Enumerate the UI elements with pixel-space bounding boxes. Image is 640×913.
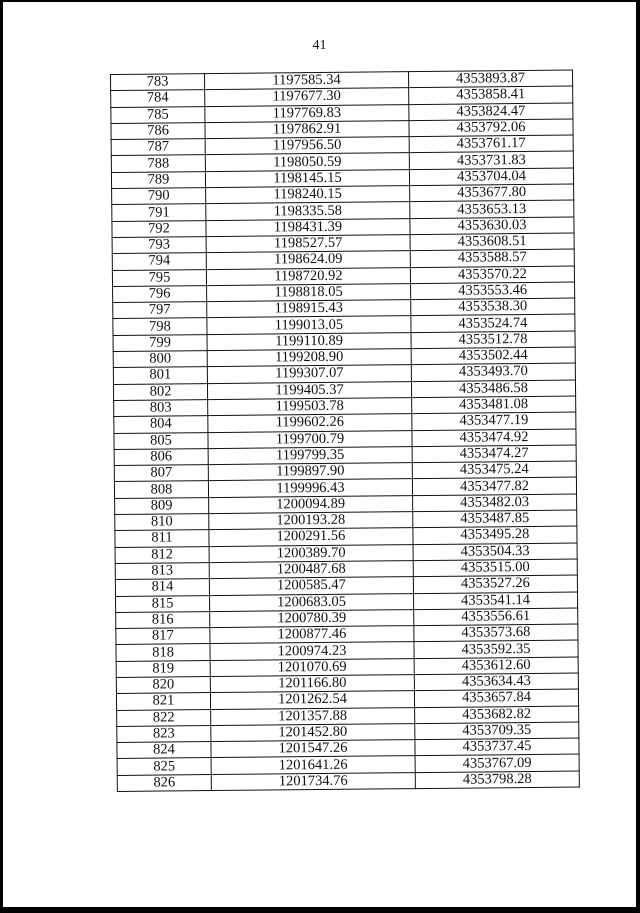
x-coordinate-cell: 1198818.05: [207, 283, 411, 301]
x-coordinate-cell: 1199996.43: [208, 479, 412, 497]
y-coordinate-cell: 4353481.08: [412, 396, 576, 414]
x-coordinate-cell: 1201452.80: [211, 723, 415, 741]
y-coordinate-cell: 4353634.43: [414, 673, 578, 691]
y-coordinate-cell: 4353541.14: [413, 592, 577, 610]
y-coordinate-cell: 4353588.57: [410, 249, 574, 267]
x-coordinate-cell: 1200291.56: [209, 528, 413, 546]
point-number-cell: 784: [111, 90, 205, 107]
y-coordinate-cell: 4353515.00: [413, 559, 577, 577]
point-number-cell: 798: [113, 318, 207, 335]
point-number-cell: 799: [113, 334, 207, 351]
x-coordinate-cell: 1198624.09: [206, 251, 410, 269]
y-coordinate-cell: 4353527.26: [413, 575, 577, 593]
y-coordinate-cell: 4353592.35: [414, 640, 578, 658]
y-coordinate-cell: 4353502.44: [411, 347, 575, 365]
point-number-cell: 801: [113, 367, 207, 384]
x-coordinate-cell: 1200487.68: [209, 561, 413, 579]
point-number-cell: 790: [112, 188, 206, 205]
point-number-cell: 823: [117, 725, 211, 742]
x-coordinate-cell: 1201734.76: [211, 772, 415, 790]
x-coordinate-cell: 1200683.05: [210, 593, 414, 611]
x-coordinate-cell: 1197956.50: [205, 137, 409, 155]
point-number-cell: 786: [111, 122, 205, 139]
y-coordinate-cell: 4353653.13: [410, 200, 574, 218]
x-coordinate-cell: 1200877.46: [210, 626, 414, 644]
y-coordinate-cell: 4353482.03: [413, 494, 577, 512]
point-number-cell: 795: [112, 269, 206, 286]
x-coordinate-cell: 1200094.89: [209, 495, 413, 513]
point-number-cell: 803: [114, 400, 208, 417]
y-coordinate-cell: 4353477.82: [412, 477, 576, 495]
y-coordinate-cell: 4353798.28: [415, 771, 579, 789]
point-number-cell: 787: [111, 139, 205, 156]
point-number-cell: 804: [114, 416, 208, 433]
y-coordinate-cell: 4353761.17: [409, 135, 573, 153]
point-number-cell: 821: [116, 693, 210, 710]
y-coordinate-cell: 4353573.68: [414, 624, 578, 642]
x-coordinate-cell: 1199602.26: [208, 414, 412, 432]
y-coordinate-cell: 4353474.27: [412, 445, 576, 463]
x-coordinate-cell: 1201641.26: [211, 756, 415, 774]
y-coordinate-cell: 4353477.19: [412, 412, 576, 430]
y-coordinate-cell: 4353504.33: [413, 543, 577, 561]
y-coordinate-cell: 4353630.03: [410, 217, 574, 235]
x-coordinate-cell: 1199897.90: [208, 463, 412, 481]
point-number-cell: 812: [115, 546, 209, 563]
y-coordinate-cell: 4353486.58: [411, 380, 575, 398]
point-number-cell: 802: [113, 383, 207, 400]
y-coordinate-cell: 4353677.80: [410, 184, 574, 202]
y-coordinate-cell: 4353737.45: [415, 738, 579, 756]
point-number-cell: 800: [113, 351, 207, 368]
point-number-cell: 791: [112, 204, 206, 221]
x-coordinate-cell: 1198145.15: [205, 169, 409, 187]
x-coordinate-cell: 1201357.88: [211, 707, 415, 725]
y-coordinate-cell: 4353612.60: [414, 657, 578, 675]
point-number-cell: 794: [112, 253, 206, 270]
x-coordinate-cell: 1201262.54: [210, 691, 414, 709]
point-number-cell: 813: [115, 562, 209, 579]
table-row: [117, 771, 579, 792]
point-number-cell: 808: [114, 481, 208, 498]
point-number-cell: 814: [115, 579, 209, 596]
y-coordinate-cell: 4353767.09: [415, 754, 579, 772]
point-number-cell: 822: [117, 709, 211, 726]
coordinates-table: [110, 70, 580, 792]
point-number-cell: 810: [115, 514, 209, 531]
x-coordinate-cell: 1198915.43: [207, 300, 411, 318]
x-coordinate-cell: 1199110.89: [207, 332, 411, 350]
y-coordinate-cell: 4353524.74: [411, 315, 575, 333]
y-coordinate-cell: 4353792.06: [409, 119, 573, 137]
x-coordinate-cell: 1200585.47: [209, 577, 413, 595]
x-coordinate-cell: 1198050.59: [205, 153, 409, 171]
x-coordinate-cell: 1201547.26: [211, 740, 415, 758]
x-coordinate-cell: 1201070.69: [210, 658, 414, 676]
y-coordinate-cell: 4353657.84: [414, 689, 578, 707]
y-coordinate-cell: 4353538.30: [411, 298, 575, 316]
x-coordinate-cell: 1198431.39: [206, 218, 410, 236]
point-number-cell: 788: [111, 155, 205, 172]
x-coordinate-cell: 1198527.57: [206, 235, 410, 253]
point-number-cell: 811: [115, 530, 209, 547]
x-coordinate-cell: 1199700.79: [208, 430, 412, 448]
point-number-cell: 820: [116, 677, 210, 694]
x-coordinate-cell: 1199013.05: [207, 316, 411, 334]
y-coordinate-cell: 4353704.04: [409, 168, 573, 186]
point-number-cell: 797: [113, 302, 207, 319]
coordinates-table-body: [111, 70, 580, 791]
point-number-cell: 805: [114, 432, 208, 449]
y-coordinate-cell: 4353495.28: [413, 526, 577, 544]
x-coordinate-cell: 1198335.58: [206, 202, 410, 220]
point-number-cell: 824: [117, 742, 211, 759]
y-coordinate-cell: 4353570.22: [410, 266, 574, 284]
y-coordinate-cell: 4353556.61: [414, 608, 578, 626]
x-coordinate-cell: 1197585.34: [205, 72, 409, 90]
y-coordinate-cell: 4353493.70: [411, 363, 575, 381]
x-coordinate-cell: 1200974.23: [210, 642, 414, 660]
y-coordinate-cell: 4353858.41: [409, 86, 573, 104]
x-coordinate-cell: 1200780.39: [210, 609, 414, 627]
y-coordinate-cell: 4353709.35: [415, 722, 579, 740]
point-number-cell: 825: [117, 758, 211, 775]
point-number-cell: 826: [117, 774, 211, 791]
x-coordinate-cell: 1198720.92: [206, 267, 410, 285]
y-coordinate-cell: 4353487.85: [413, 510, 577, 528]
point-number-cell: 816: [116, 611, 210, 628]
point-number-cell: 818: [116, 644, 210, 661]
y-coordinate-cell: 4353553.46: [411, 282, 575, 300]
x-coordinate-cell: 1197862.91: [205, 121, 409, 139]
y-coordinate-cell: 4353731.83: [409, 152, 573, 170]
document-page: [3, 2, 636, 907]
x-coordinate-cell: 1197769.83: [205, 104, 409, 122]
x-coordinate-cell: 1201166.80: [210, 675, 414, 693]
x-coordinate-cell: 1200193.28: [209, 512, 413, 530]
x-coordinate-cell: 1200389.70: [209, 544, 413, 562]
point-number-cell: 793: [112, 237, 206, 254]
point-number-cell: 819: [116, 660, 210, 677]
x-coordinate-cell: 1199307.07: [207, 365, 411, 383]
x-coordinate-cell: 1199208.90: [207, 349, 411, 367]
y-coordinate-cell: 4353608.51: [410, 233, 574, 251]
y-coordinate-cell: 4353682.82: [415, 706, 579, 724]
point-number-cell: 789: [111, 171, 205, 188]
y-coordinate-cell: 4353474.92: [412, 429, 576, 447]
point-number-cell: 815: [116, 595, 210, 612]
x-coordinate-cell: 1199405.37: [207, 381, 411, 399]
point-number-cell: 806: [114, 448, 208, 465]
y-coordinate-cell: 4353512.78: [411, 331, 575, 349]
x-coordinate-cell: 1199503.78: [208, 398, 412, 416]
point-number-cell: 807: [114, 465, 208, 482]
point-number-cell: 783: [111, 74, 205, 91]
point-number-cell: 796: [113, 285, 207, 302]
point-number-cell: 785: [111, 106, 205, 123]
y-coordinate-cell: 4353824.47: [409, 103, 573, 121]
x-coordinate-cell: 1197677.30: [205, 88, 409, 106]
x-coordinate-cell: 1198240.15: [206, 186, 410, 204]
y-coordinate-cell: 4353893.87: [408, 70, 572, 88]
page-number: 41: [312, 38, 327, 53]
point-number-cell: 792: [112, 220, 206, 237]
y-coordinate-cell: 4353475.24: [412, 461, 576, 479]
point-number-cell: 809: [115, 497, 209, 514]
x-coordinate-cell: 1199799.35: [208, 446, 412, 464]
point-number-cell: 817: [116, 628, 210, 645]
